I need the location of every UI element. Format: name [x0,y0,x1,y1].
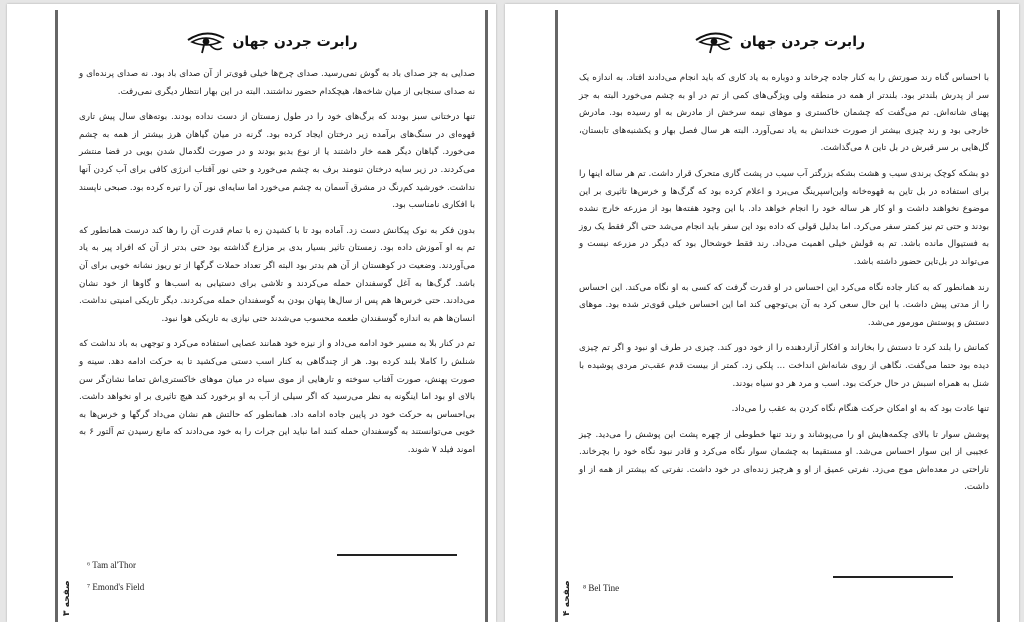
page-number: صفحه ۳ [62,580,72,616]
paragraph: بدون فکر به نوک پیکانش دست زد. آماده بود تا با کشیدن زه با تمام قدرت آن را رها کند درست همانطور که تم به او آموزش داده بود. زمستان تاثیر بسیار بدی بر مزارع گذاشته بود حتی بدتر از آن که افراد پیر به یاد می‌آوردند. وضعیت در کوهستان از آن هم بدتر بود البته اگر تعداد حملات گرگها از تو ریوز نشانه خوبی برای آن باشد. گرگ‌ها به آغل گوسفندان حمله می‌کردند و تلاشی برای دستیابی به اسب‌ها و گاوها از خود نشان می‌دادند. حتی خرس‌ها هم پس از سال‌ها پنهان بودن به گوسفندان حمله می‌کردند. دیگر تاریکی امنیتی نداشت. انسان‌ها هم به اندازه گوسفندان طعمه محسوب می‌شدند حتی نیازی به تاریکی هوا نبود. [79,225,475,324]
paragraph: دو بشکه کوچک برندی سیب و هشت بشکه بزرگتر آب سیب در پشت گاری متحرک قرار داشت. تم هر ساله اینها را برای استفاده در بل تاین به قهوه‌خانه واین‌اسپرینگ می‌برد و اعلام کرده بود که گرگ‌ها و خرس‌ها تاثیری بر این موضوع نخواهند داشت و او کار هر ساله خود را انجام خواهد داد. با این وجود هفته‌ها بود از مزرعه خارج نشده بودند و حتی تم نیز کمتر سفر می‌کرد. اما بدلیل قولی که داده بود این سفر باید انجام می‌شد حتی اگر فقط یک روز به فستیوال مانده باشد. تم به قولش خیلی اهمیت می‌داد. رند فقط خوشحال بود که دیگر در مزرعه نیست و می‌تواند در بل‌تاین حضور داشته باشد. [579,168,989,267]
page-body-text [79,66,475,467]
eye-of-horus-icon [694,30,734,54]
paragraph: تنها درختانی سبز بودند که برگ‌های خود را در طول زمستان از دست نداده بودند. بوته‌های سال پیش تاری قهوه‌ای در سنگ‌های برآمده زیر درختان ایجاد کرده بود. گرنه در میان گیاهان هرز بیشتر از همه به چشم می‌خورد. گیاهان دیگر همه خار داشتند یا از نوع بدبو بودند و در صورت لگدمال شدن بویی در فضا منتشر می‌کردند. در زیر سایه درختان تنومند برف به چشم می‌خورد و حتی نور آفتاب انرژی کافی برای آب کردن آنها نداشت. خورشید کم‌رنگ در مشرق آسمان به چشم می‌خورد اما سایه‌ای نور آن را تیره کرده بود. صبحی ناپسند با افکاری نامناسب بود. [79,112,475,211]
paragraph: پوشش سوار تا بالای چکمه‌هایش او را می‌پوشاند و رند تنها خطوطی از چهره پشت این پوشش را می‌دید. چیز عجیبی از این سوار احساس می‌شد. او مستقیما به چشمان سوار نگاه می‌کرد و قادر نبود نگاه خود را بچرخاند. ناراحتی در معده‌اش موج می‌زد. نفرتی عمیق از او و هرچیز زنده‌ای در خود داشت. نفرتی که بیشتر از همه از او داشت. [579,429,989,493]
page-header [567,26,992,58]
eye-of-horus-icon [186,30,226,54]
paragraph: صدایی به جز صدای باد به گوش نمی‌رسید. صدای چرخ‌ها خیلی قوی‌تر از آن صدای باد بود. نه صدای پرنده‌ای و نه صدای سنجابی از میان شاخه‌ها، هیچکدام حضور نداشتند. البته در این بهار انتظار دیگری نمی‌رفت. [79,69,475,97]
right-margin-rule [485,10,488,622]
paragraph: تم در کنار بلا به مسیر خود ادامه می‌داد و از نیزه خود همانند عصایی استفاده می‌کرد و توجهی به باد نداشت که شنلش را کاملا بلند کرده بود. هر از چندگاهی به کنار اسب دستی می‌کشید تا به حرکت ادامه دهد. سینه و صورت پهنش، صورت آفتاب سوخته و تارهایی از موی سیاه در میان موهای خاکستری‌اش تماما نشان‌گر سن بالای او بود اما اینگونه به نظر می‌رسید که اگر سیلی از آب به او برخورد کند هیچ تاثیری بر او نخواهد داشت. بی‌احساس به حرکت خود در پایین جاده ادامه داد. همانطور که حالتش هم نشان می‌داد گرگها و خرس‌ها به خوبی می‌توانستند به گوسفندان حمله کنند اما نباید این جرات را به خود می‌دادند که مانع رسیدن تم آلتور ۶ به اموند فیلد ۷ شوند. [79,339,476,455]
page-body-text [579,70,989,505]
document-page-right [505,4,1019,622]
left-margin-rule [55,10,58,622]
page-header [67,26,477,58]
footnote: ⁷ Emond's Field [87,582,145,592]
right-margin-rule [997,10,1000,622]
paragraph: رند همانطور که به کنار جاده نگاه می‌کرد این احساس در او قدرت گرفت که کسی به او نگاه می‌کند. این احساس را از مدتی پیش داشت. با این حال سعی کرد به آن بی‌توجهی کند اما این احساس خیلی قوی‌تر شده بود. موهای دستش و پوستش مورمور می‌شد. [579,282,989,328]
paragraph: تنها عادت بود که به او امکان حرکت هنگام نگاه کردن به عقب را می‌داد. [731,404,989,415]
document-page-left [7,4,496,622]
paragraph: کمانش را بلند کرد تا دستش را بخاراند و افکار آزاردهنده را از خود دور کند. چیزی در طرف او نبود و اگر تم چیزی دیده بود حتما می‌گفت. نگاهی از روی شانه‌اش انداخت ... پلکی زد. کمتر از بیست قدم عقب‌تر مردی پوشیده با شنل به همراه اسبش در حال حرکت بود. اسب و مرد هر دو سیاه بودند. [579,343,989,389]
footnote-separator [833,576,953,578]
header-title: رابرت جردن جهان [232,34,358,50]
footnote: ⁸ Bel Tine [583,583,620,593]
footnote-separator [337,554,457,556]
paragraph: با احساس گناه رند صورتش را به کنار جاده چرخاند و دوباره به یاد کاری که باید انجام می‌دادند افتاد. به اندازه یک سر از پدرش بلندتر بود. بلندتر از همه در منطقه ولی ویژگی‌های کمی از تم در او به چشم می‌خورد البته به جز پهنای شانه‌اش. تم می‌گفت که چشمان خاکستری و موهای نیمه سرخش از مادرش به او رسیده بود. مادرش خارجی بود و رند چیزی بیشتر از صورت خندانش به یاد نمی‌آورد. البته هر سال فصل بهار و یکشنبه‌های تابستان، گل‌هایی بر سر قبرش در بل تاین ۸ می‌گذاشت. [579,73,989,154]
header-title: رابرت جردن جهان [739,34,866,50]
left-margin-rule [555,10,558,622]
footnote: ⁶ Tam al'Thor [87,560,136,570]
page-number: صفحه ۴ [562,580,572,616]
